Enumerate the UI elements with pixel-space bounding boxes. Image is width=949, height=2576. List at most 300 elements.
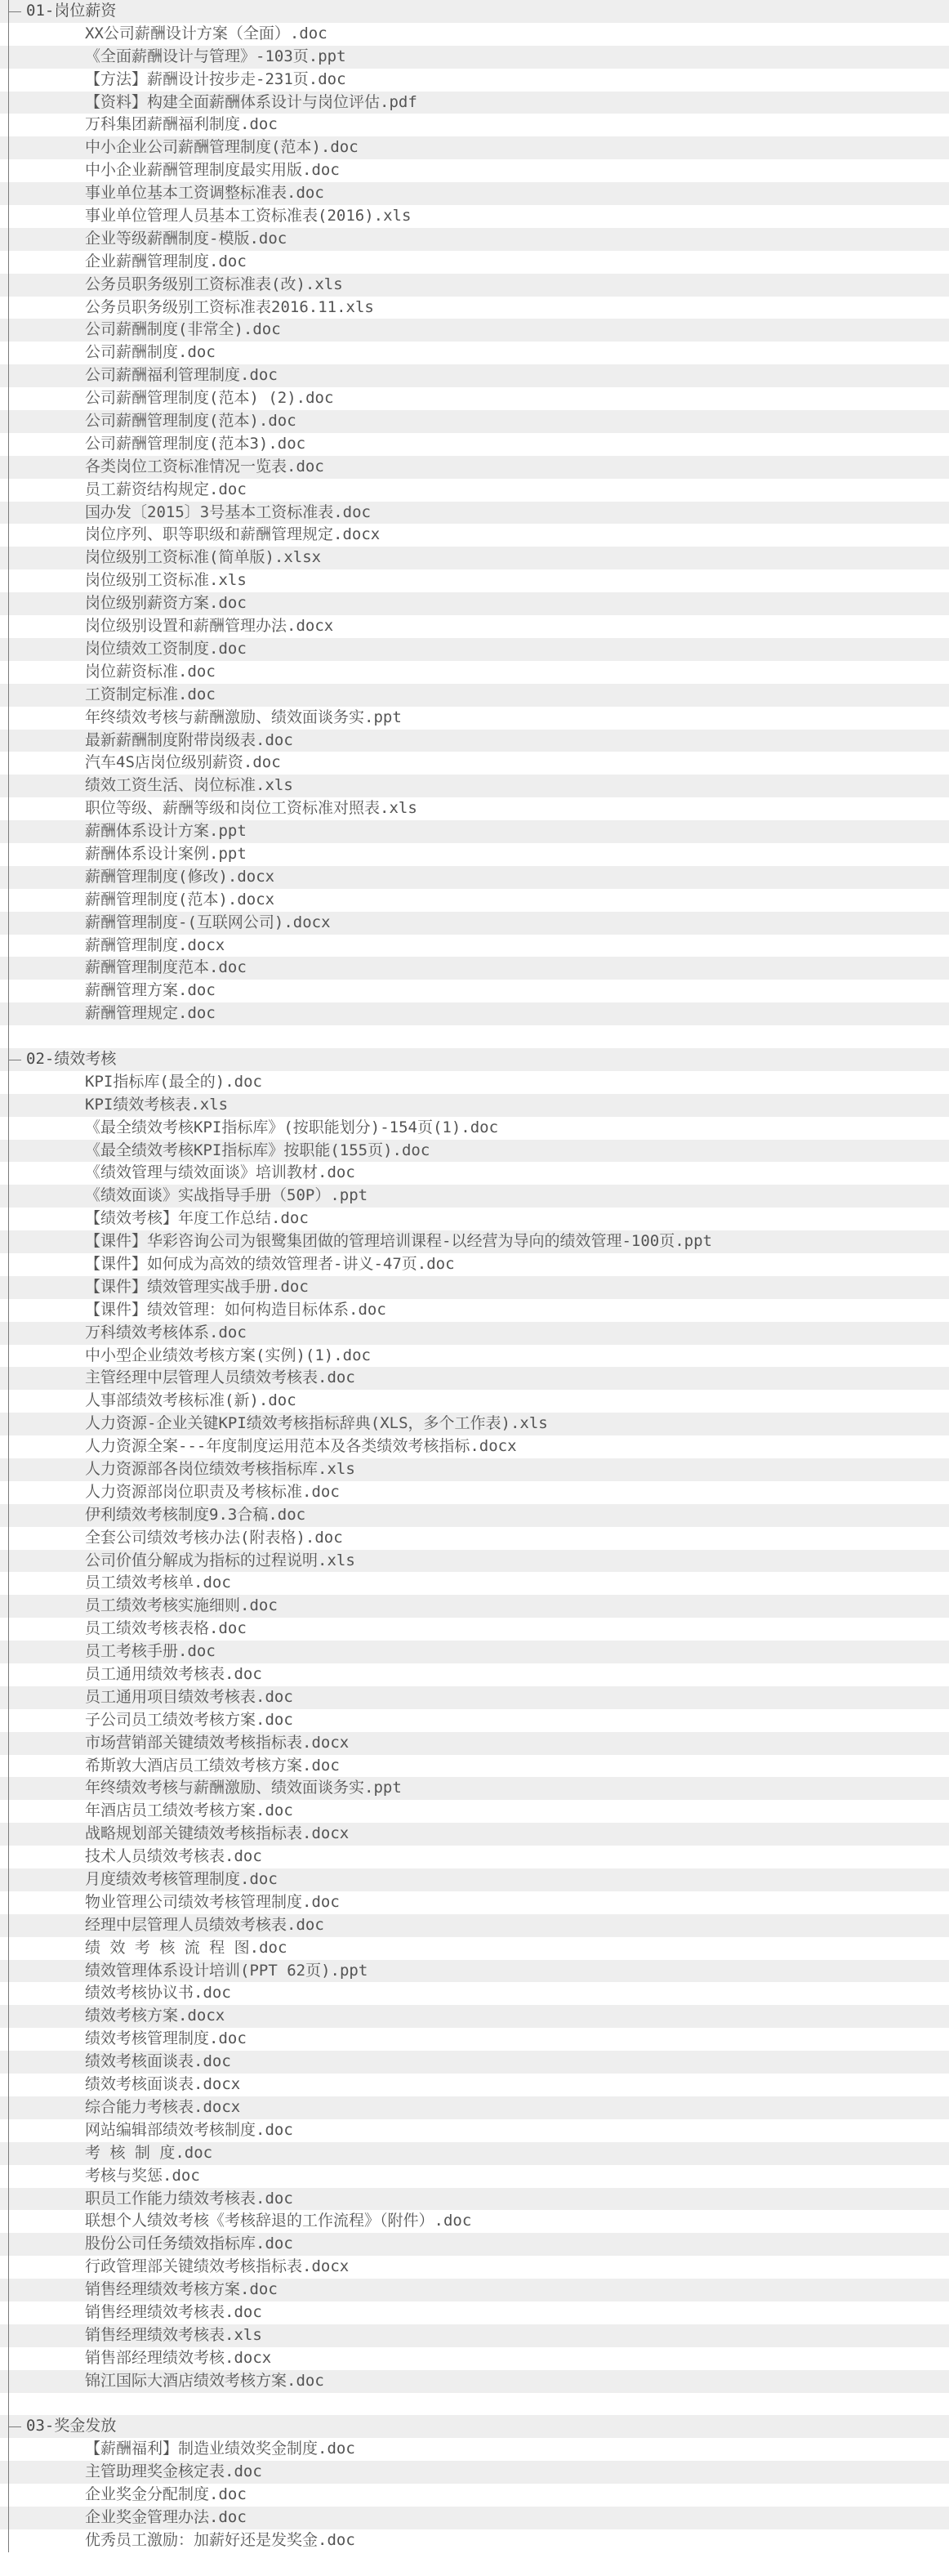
tree-guide-line [8, 889, 9, 912]
file-name: 《最全绩效考核KPI指标库》(按职能划分)-154页(1).doc [85, 1118, 499, 1136]
file-row[interactable] [0, 2005, 949, 2028]
file-row[interactable] [0, 2461, 949, 2484]
file-name: 事业单位基本工资调整标准表.doc [85, 184, 324, 203]
tree-branch-line [8, 2426, 21, 2427]
file-row[interactable] [0, 2370, 949, 2393]
file-name: 主管经理中层管理人员绩效考核表.doc [85, 1368, 355, 1387]
file-name: 绩效考核面谈表.docx [85, 2075, 241, 2094]
file-name: 岗位薪资标准.doc [85, 662, 216, 681]
tree-guide-line [8, 912, 9, 935]
tree-guide-line [8, 1230, 9, 1253]
tree-guide-line [8, 1322, 9, 1345]
tree-guide-line [8, 935, 9, 958]
tree-guide-line [8, 1800, 9, 1823]
file-name: 岗位级别设置和薪酬管理办法.docx [85, 617, 334, 636]
file-name: 公司薪酬管理制度(范本) (2).doc [85, 389, 334, 408]
file-row[interactable] [0, 205, 949, 228]
tree-guide-line [8, 1937, 9, 1960]
tree-guide-line [8, 1732, 9, 1755]
tree-guide-line [8, 479, 9, 502]
file-name: 岗位序列、职等职级和薪酬管理规定.docx [85, 525, 381, 544]
tree-guide-line [8, 1595, 9, 1618]
tree-guide-line [8, 752, 9, 775]
tree-guide-line [8, 2119, 9, 2142]
tree-guide-line [8, 1185, 9, 1208]
tree-guide-line [8, 2028, 9, 2051]
tree-guide-line [8, 980, 9, 1002]
file-name: 工资制定标准.doc [85, 685, 216, 703]
tree-guide-line [8, 1982, 9, 2005]
file-row[interactable] [0, 1686, 949, 1709]
tree-guide-line [8, 23, 9, 46]
file-name: 企业等级薪酬制度-模版.doc [85, 229, 287, 248]
file-name: 员工通用绩效考核表.doc [85, 1665, 262, 1684]
file-name: 【绩效考核】年度工作总结.doc [85, 1209, 309, 1228]
file-name: 年终绩效考核与薪酬激励、绩效面谈务实.ppt [85, 708, 402, 726]
file-row[interactable] [0, 1094, 949, 1117]
tree-guide-line [8, 957, 9, 980]
tree-guide-line [8, 1709, 9, 1732]
file-name: 人事部绩效考核标准(新).doc [85, 1391, 296, 1410]
file-row[interactable] [0, 2507, 949, 2529]
file-name: 中小企业薪酬管理制度最实用版.doc [85, 161, 340, 180]
tree-guide-line [8, 1755, 9, 1778]
tree-guide-line [8, 1208, 9, 1230]
file-row[interactable] [0, 2438, 949, 2461]
file-row[interactable] [0, 1732, 949, 1755]
file-name: 【方法】薪酬设计按步走-231页.doc [85, 69, 346, 88]
file-name: 岗位绩效工资制度.doc [85, 639, 247, 658]
file-name: 员工考核手册.doc [85, 1642, 216, 1661]
file-row[interactable] [0, 1937, 949, 1960]
tree-guide-line [8, 1413, 9, 1435]
tree-guide-line [8, 1777, 9, 1800]
file-name: 汽车4S店岗位级别薪资.doc [85, 753, 281, 772]
file-row[interactable] [0, 1185, 949, 1208]
tree-guide-line [8, 205, 9, 228]
folder-row[interactable] [0, 1048, 949, 1071]
tree-guide-line [8, 2142, 9, 2165]
file-name: 人力资源-企业关键KPI绩效考核指标辞典(XLS，多个工作表).xls [85, 1414, 548, 1433]
file-row[interactable] [0, 1846, 949, 1868]
file-row[interactable] [0, 1595, 949, 1618]
file-name: 绩效考核方案.docx [85, 2007, 225, 2025]
tree-guide-line [8, 251, 9, 274]
file-name: 人力资源全案---年度制度运用范本及各类绩效考核指标.docx [85, 1437, 517, 1456]
file-row[interactable] [0, 1230, 949, 1253]
file-row[interactable] [0, 547, 949, 569]
tree-guide-line [8, 1253, 9, 1276]
file-name: 《全面薪酬设计与管理》-103页.ppt [85, 47, 346, 65]
file-row[interactable] [0, 912, 949, 935]
file-name: 《绩效面谈》实战指导手册（50P）.ppt [85, 1186, 368, 1205]
tree-guide-line [8, 228, 9, 251]
file-name: 网站编辑部绩效考核制度.doc [85, 2120, 293, 2139]
file-row[interactable] [0, 2301, 949, 2324]
tree-guide-line [8, 387, 9, 410]
tree-guide-line [8, 547, 9, 569]
file-name: 绩效工资生活、岗位标准.xls [85, 776, 293, 795]
file-row[interactable] [0, 251, 949, 274]
file-row[interactable] [0, 410, 949, 433]
file-name: 绩 效 考 核 流 程 图.doc [85, 1938, 287, 1957]
tree-guide-line [8, 2301, 9, 2324]
file-row[interactable] [0, 1458, 949, 1481]
file-name: 股份公司任务绩效指标库.doc [85, 2234, 293, 2253]
tree-guide-line [8, 1846, 9, 1868]
file-row[interactable] [0, 752, 949, 775]
file-row[interactable] [0, 274, 949, 297]
tree-guide-line [8, 707, 9, 730]
tree-guide-line [8, 1960, 9, 1983]
tree-guide-line [8, 2438, 9, 2461]
file-row[interactable] [0, 297, 949, 319]
file-row[interactable] [0, 797, 949, 820]
file-name: 【课件】绩效管理：如何构造目标体系.doc [85, 1300, 386, 1319]
file-row[interactable] [0, 1823, 949, 1846]
file-row[interactable] [0, 569, 949, 592]
file-row[interactable] [0, 980, 949, 1002]
file-name: 子公司员工绩效考核方案.doc [85, 1710, 293, 1729]
folder-name: 02-绩效考核 [26, 1049, 117, 1068]
file-name: 薪酬管理规定.doc [85, 1004, 216, 1023]
file-name: 公司价值分解成为指标的过程说明.xls [85, 1551, 355, 1569]
file-row[interactable] [0, 2529, 949, 2552]
file-row[interactable] [0, 92, 949, 114]
file-name: 销售经理绩效考核表.doc [85, 2302, 262, 2321]
file-row[interactable] [0, 114, 949, 136]
file-row[interactable] [0, 2028, 949, 2051]
tree-guide-line [8, 1868, 9, 1891]
file-name: 员工绩效考核表格.doc [85, 1619, 247, 1638]
file-row[interactable] [0, 1663, 949, 1686]
file-row[interactable] [0, 615, 949, 638]
file-name: XX公司薪酬设计方案（全面）.doc [85, 24, 327, 42]
tree-guide-line [8, 1025, 9, 1048]
file-row[interactable] [0, 2165, 949, 2188]
file-name: 销售经理绩效考核表.xls [85, 2325, 262, 2344]
file-row[interactable] [0, 1868, 949, 1891]
file-row[interactable] [0, 136, 949, 159]
file-name: 公司薪酬制度(非常全).doc [85, 320, 281, 339]
file-name: 人力资源部各岗位绩效考核指标库.xls [85, 1460, 355, 1478]
file-row[interactable] [0, 1322, 949, 1345]
tree-guide-line [8, 502, 9, 525]
file-name: 伊利绩效考核制度9.3合稿.doc [85, 1505, 306, 1524]
file-name: 年终绩效考核与薪酬激励、绩效面谈务实.ppt [85, 1779, 402, 1797]
file-row[interactable] [0, 2074, 949, 2096]
file-name: KPI绩效考核表.xls [85, 1095, 229, 1114]
file-row[interactable] [0, 23, 949, 46]
tree-guide-line [8, 2507, 9, 2529]
file-name: 岗位级别薪资方案.doc [85, 594, 247, 613]
tree-guide-line [8, 569, 9, 592]
tree-guide-line [8, 1914, 9, 1937]
file-name: 薪酬体系设计案例.ppt [85, 844, 247, 863]
file-name: 公司薪酬福利管理制度.doc [85, 366, 278, 385]
file-row[interactable] [0, 1709, 949, 1732]
file-row[interactable] [0, 730, 949, 752]
file-name: 绩效考核协议书.doc [85, 1984, 231, 2002]
file-name: 薪酬管理制度(修改).docx [85, 867, 275, 886]
file-name: 市场营销部关键绩效考核指标表.docx [85, 1733, 350, 1752]
tree-guide-line [8, 2484, 9, 2507]
file-name: 全套公司绩效考核办法(附表格).doc [85, 1528, 343, 1547]
tree-guide-line [8, 1823, 9, 1846]
file-row[interactable] [0, 1755, 949, 1778]
file-row[interactable] [0, 1618, 949, 1641]
file-row[interactable] [0, 319, 949, 342]
file-row[interactable] [0, 1117, 949, 1140]
file-row[interactable] [0, 1253, 949, 1276]
file-row[interactable] [0, 866, 949, 889]
file-name: 公司薪酬管理制度(范本).doc [85, 412, 296, 431]
file-row[interactable] [0, 2256, 949, 2279]
file-row[interactable] [0, 1162, 949, 1185]
tree-guide-line [8, 1527, 9, 1550]
tree-guide-line [8, 684, 9, 707]
file-name: 薪酬管理制度(范本).docx [85, 890, 275, 909]
file-row[interactable] [0, 707, 949, 730]
file-row[interactable] [0, 1390, 949, 1413]
file-row[interactable] [0, 1367, 949, 1390]
tree-guide-line [8, 433, 9, 456]
file-row[interactable] [0, 1413, 949, 1435]
file-row[interactable] [0, 456, 949, 479]
file-row[interactable] [0, 1140, 949, 1163]
tree-branch-line [8, 11, 21, 12]
file-row[interactable] [0, 364, 949, 387]
file-row[interactable] [0, 592, 949, 615]
file-name: KPI指标库(最全的).doc [85, 1072, 262, 1091]
tree-guide-line [8, 2096, 9, 2119]
file-name: 绩效考核面谈表.doc [85, 2052, 231, 2071]
file-row[interactable] [0, 1891, 949, 1914]
file-row[interactable] [0, 2347, 949, 2370]
file-name: 战略规划部关键绩效考核指标表.docx [85, 1824, 350, 1843]
tree-guide-line [8, 775, 9, 797]
file-name: 公司薪酬制度.doc [85, 343, 216, 362]
file-name: 员工绩效考核单.doc [85, 1574, 231, 1592]
file-row[interactable] [0, 387, 949, 410]
tree-guide-line [8, 2165, 9, 2188]
tree-guide-line [8, 2347, 9, 2370]
file-row[interactable] [0, 638, 949, 661]
tree-guide-line [8, 1891, 9, 1914]
file-name: 销售经理绩效考核方案.doc [85, 2280, 278, 2299]
file-row[interactable] [0, 1504, 949, 1527]
file-row[interactable] [0, 775, 949, 797]
folder-row[interactable] [0, 0, 949, 23]
file-row[interactable] [0, 1527, 949, 1550]
tree-guide-line [8, 319, 9, 342]
file-name: 《绩效管理与绩效面谈》培训教材.doc [85, 1163, 355, 1182]
file-name: 【资料】构建全面薪酬体系设计与岗位评估.pdf [85, 92, 417, 111]
tree-guide-line [8, 136, 9, 159]
file-row[interactable] [0, 2210, 949, 2233]
file-name: 岗位级别工资标准(简单版).xlsx [85, 548, 322, 567]
file-row[interactable] [0, 1550, 949, 1573]
file-row[interactable] [0, 2324, 949, 2347]
file-name: 【课件】华彩咨询公司为银鹭集团做的管理培训课程-以经营为导向的绩效管理-100页.ppt [85, 1232, 712, 1251]
file-row[interactable] [0, 1002, 949, 1025]
file-row[interactable] [0, 433, 949, 456]
file-row[interactable] [0, 1071, 949, 1094]
file-name: 薪酬管理制度.docx [85, 935, 225, 954]
file-name: 企业奖金管理办法.doc [85, 2507, 247, 2526]
file-name: 【课件】如何成为高效的绩效管理者-讲义-47页.doc [85, 1254, 455, 1273]
tree-guide-line [8, 1641, 9, 1663]
file-row[interactable] [0, 889, 949, 912]
tree-guide-line [8, 2188, 9, 2211]
file-row[interactable] [0, 1777, 949, 1800]
tree-guide-line [8, 615, 9, 638]
tree-guide-line [8, 2256, 9, 2279]
file-name: 联想个人绩效考核《考核辞退的工作流程》（附件）.doc [85, 2212, 472, 2230]
spacer-row [0, 1025, 949, 1048]
file-name: 销售部经理绩效考核.docx [85, 2348, 272, 2367]
file-row[interactable] [0, 843, 949, 866]
file-row[interactable] [0, 1481, 949, 1504]
file-name: 国办发〔2015〕3号基本工资标准表.doc [85, 502, 371, 521]
tree-guide-line [8, 2051, 9, 2074]
file-name: 【课件】绩效管理实战手册.doc [85, 1277, 309, 1296]
file-row[interactable] [0, 2142, 949, 2165]
file-row[interactable] [0, 342, 949, 364]
file-row[interactable] [0, 1800, 949, 1823]
file-name: 各类岗位工资标准情况一览表.doc [85, 457, 324, 475]
file-row[interactable] [0, 502, 949, 525]
tree-guide-line [8, 1071, 9, 1094]
file-name: 综合能力考核表.docx [85, 2097, 241, 2116]
tree-guide-line [8, 46, 9, 69]
tree-guide-line [8, 730, 9, 752]
tree-guide-line [8, 92, 9, 114]
file-row[interactable] [0, 1345, 949, 1368]
file-name: 公司薪酬管理制度(范本3).doc [85, 434, 306, 453]
tree-guide-line [8, 1663, 9, 1686]
tree-guide-line [8, 1550, 9, 1573]
file-row[interactable] [0, 935, 949, 958]
file-row[interactable] [0, 159, 949, 182]
tree-guide-line [8, 1276, 9, 1299]
file-name: 职员工作能力绩效考核表.doc [85, 2189, 293, 2208]
tree-guide-line [8, 2074, 9, 2096]
file-row[interactable] [0, 524, 949, 547]
file-name: 薪酬管理制度范本.doc [85, 958, 247, 977]
tree-guide-line [8, 1390, 9, 1413]
folder-row[interactable] [0, 2415, 949, 2438]
file-name: 中小型企业绩效考核方案(实例)(1).doc [85, 1346, 371, 1364]
file-name: 员工通用项目绩效考核表.doc [85, 1687, 293, 1706]
file-row[interactable] [0, 2279, 949, 2301]
file-row[interactable] [0, 1435, 949, 1458]
file-name: 员工薪资结构规定.doc [85, 480, 247, 498]
tree-guide-line [8, 1458, 9, 1481]
file-row[interactable] [0, 957, 949, 980]
tree-guide-line [8, 1618, 9, 1641]
tree-guide-line [8, 1299, 9, 1322]
file-row[interactable] [0, 2119, 949, 2142]
file-name: 考核与奖惩.doc [85, 2166, 200, 2185]
tree-guide-line [8, 1572, 9, 1595]
file-name: 希斯敦大酒店员工绩效考核方案.doc [85, 1756, 340, 1775]
file-name: 万科集团薪酬福利制度.doc [85, 115, 278, 134]
file-row[interactable] [0, 1982, 949, 2005]
file-row[interactable] [0, 2233, 949, 2256]
tree-guide-line [8, 1504, 9, 1527]
tree-guide-line [8, 1481, 9, 1504]
file-name: 《最全绩效考核KPI指标库》按职能(155页).doc [85, 1141, 430, 1159]
file-row[interactable] [0, 1299, 949, 1322]
tree-guide-line [8, 159, 9, 182]
tree-guide-line [8, 843, 9, 866]
file-name: 经理中层管理人员绩效考核表.doc [85, 1915, 324, 1934]
tree-guide-line [8, 364, 9, 387]
file-row[interactable] [0, 46, 949, 69]
file-row[interactable] [0, 228, 949, 251]
tree-guide-line [8, 638, 9, 661]
file-row[interactable] [0, 2051, 949, 2074]
tree-guide-line [8, 1162, 9, 1185]
tree-guide-line [8, 592, 9, 615]
tree-guide-line [8, 866, 9, 889]
file-row[interactable] [0, 1641, 949, 1663]
file-row[interactable] [0, 1208, 949, 1230]
file-name: 行政管理部关键绩效考核指标表.docx [85, 2257, 350, 2276]
file-name: 【薪酬福利】制造业绩效奖金制度.doc [85, 2440, 355, 2458]
file-row[interactable] [0, 479, 949, 502]
file-row[interactable] [0, 1276, 949, 1299]
tree-guide-line [8, 661, 9, 684]
file-row[interactable] [0, 69, 949, 92]
file-row[interactable] [0, 661, 949, 684]
file-row[interactable] [0, 1960, 949, 1983]
file-name: 年酒店员工绩效考核方案.doc [85, 1801, 293, 1820]
file-name: 岗位级别工资标准.xls [85, 571, 247, 590]
tree-guide-line [8, 1140, 9, 1163]
file-row[interactable] [0, 684, 949, 707]
file-row[interactable] [0, 2484, 949, 2507]
file-name: 薪酬管理方案.doc [85, 981, 216, 1000]
file-row[interactable] [0, 820, 949, 843]
tree-guide-line [8, 1367, 9, 1390]
file-row[interactable] [0, 1914, 949, 1937]
file-row[interactable] [0, 2188, 949, 2211]
file-row[interactable] [0, 182, 949, 205]
file-name: 公务员职务级别工资标准表(改).xls [85, 275, 343, 293]
tree-guide-line [8, 820, 9, 843]
tree-guide-line [8, 1686, 9, 1709]
tree-guide-line [8, 2324, 9, 2347]
file-name: 中小企业公司薪酬管理制度(范本).doc [85, 138, 359, 157]
file-row[interactable] [0, 1572, 949, 1595]
tree-guide-line [8, 297, 9, 319]
tree-guide-line [8, 2461, 9, 2484]
file-name: 企业奖金分配制度.doc [85, 2485, 247, 2504]
tree-guide-line [8, 69, 9, 92]
tree-guide-line [8, 2005, 9, 2028]
file-name: 绩效管理体系设计培训(PPT 62页).ppt [85, 1961, 368, 1980]
tree-guide-line [8, 1345, 9, 1368]
tree-guide-line [8, 2370, 9, 2393]
tree-guide-line [8, 1094, 9, 1117]
file-row[interactable] [0, 2096, 949, 2119]
tree-guide-line [8, 2210, 9, 2233]
folder-name: 01-岗位薪资 [26, 2, 117, 20]
file-name: 薪酬管理制度-(互联网公司).docx [85, 913, 331, 931]
tree-guide-line [8, 2393, 9, 2416]
